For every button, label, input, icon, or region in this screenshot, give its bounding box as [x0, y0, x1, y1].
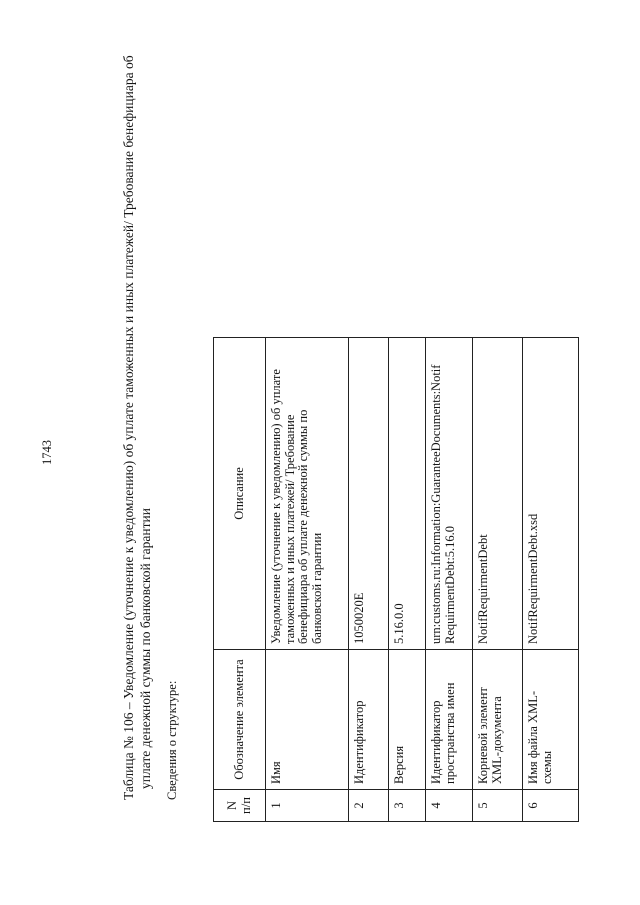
row-designation: Идентификатор: [349, 650, 389, 790]
structure-label: Сведения о структуре:: [165, 680, 179, 800]
table-row: [389, 338, 426, 822]
table-row: [266, 338, 349, 822]
row-designation: Имя: [266, 650, 349, 790]
row-designation: Корневой элемент XML-документа: [473, 650, 523, 790]
row-description: NotifRequirmentDebt.xsd: [523, 338, 579, 650]
row-number: 1: [266, 790, 349, 822]
page-number: 1743: [40, 440, 54, 465]
row-designation: Имя файла XML-схемы: [523, 650, 579, 790]
header-number: [214, 790, 266, 822]
table-row: [349, 338, 389, 822]
table-title: Таблица № 106 – Уведомление (уточнение к уведомлению) об уплате таможенных и иных платежей/ Требование бенефициара об уплате денежной суммы по банковской гарантии: [121, 55, 153, 800]
table-row: [426, 338, 473, 822]
table-row: [473, 338, 523, 822]
row-description: 1050020E: [349, 338, 389, 650]
row-description: 5.16.0.0: [389, 338, 426, 650]
row-number: 2: [349, 790, 389, 822]
header-designation: Обозначение элемента: [214, 650, 266, 790]
structure-table: [213, 337, 579, 822]
row-number: 4: [426, 790, 473, 822]
row-designation: Идентификатор пространства имен: [426, 650, 473, 790]
row-description: NotifRequirmentDebt: [473, 338, 523, 650]
row-description: urn:customs.ru:Information:GuaranteeDocuments:NotifRequirmentDebt:5.16.0: [426, 338, 473, 650]
table-header-row: [214, 338, 266, 822]
row-number: 3: [389, 790, 426, 822]
header-description: Описание: [214, 338, 266, 650]
row-number: 5: [473, 790, 523, 822]
header-number-label: N п/п: [225, 797, 253, 814]
row-number: 6: [523, 790, 579, 822]
row-designation: Версия: [389, 650, 426, 790]
row-description: Уведомление (уточнение к уведомлению) об уплате таможенных и иных платежей/ Требование бенефициара об уплате денежной суммы по банковской гарантии: [266, 338, 349, 650]
table-row: [523, 338, 579, 822]
